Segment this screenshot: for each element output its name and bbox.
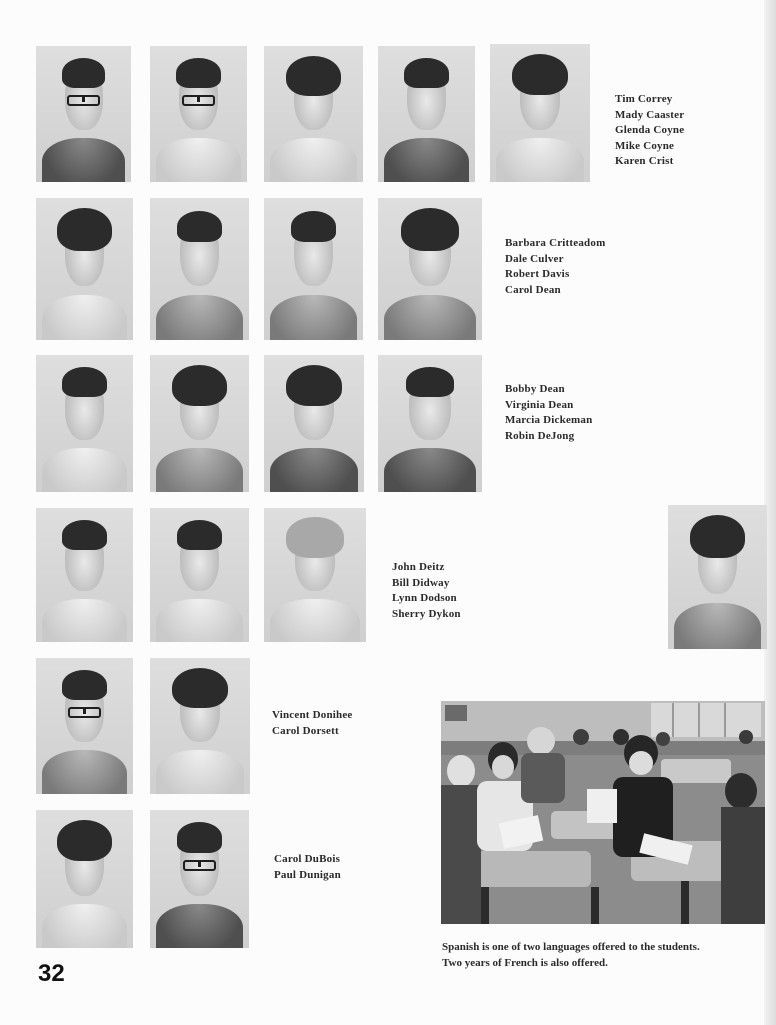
student-name: John Deitz [392, 561, 445, 573]
portrait-carol-dorsett [150, 658, 250, 794]
portrait-barbara-critteadom [36, 198, 133, 340]
portrait-virginia-dean [150, 355, 249, 492]
portrait-karen-crist [490, 44, 590, 182]
portrait-bill-didway [150, 508, 249, 642]
student-name: Mady Caaster [615, 108, 685, 121]
portrait-dale-culver [150, 198, 249, 340]
student-name: Tim Correy [615, 93, 673, 105]
student-name: Robin DeJong [505, 429, 575, 442]
student-name: Carol DuBois [274, 853, 341, 865]
name-list-row-5 [272, 708, 353, 739]
portrait-bobby-dean [36, 355, 133, 492]
portrait-carol-dean [378, 198, 482, 340]
student-name: Carol Dorsett [272, 724, 339, 737]
portrait-vincent-donihee [36, 658, 133, 794]
photo-caption [442, 939, 772, 971]
portrait-lynn-dodson [264, 508, 366, 642]
portrait-john-deitz [36, 508, 133, 642]
portrait-sherry-dykon [668, 505, 767, 649]
student-name: Bill Didway [392, 576, 450, 589]
student-name: Bobby Dean [505, 383, 565, 395]
name-list-row-1 [615, 92, 684, 170]
student-name: Marcia Dickeman [505, 414, 593, 426]
portrait-glenda-coyne [264, 46, 363, 182]
caption-line-1: Spanish is one of two languages offered to the students. [442, 941, 700, 953]
portrait-mady-caaster [150, 46, 247, 182]
name-list-row-2 [505, 236, 605, 298]
student-name: Vincent Donihee [272, 709, 353, 721]
student-name: Robert Davis [505, 268, 570, 280]
portrait-tim-correy [36, 46, 131, 182]
student-name: Karen Crist [615, 155, 674, 167]
portrait-carol-dubois [36, 810, 133, 948]
portrait-paul-dunigan [150, 810, 249, 948]
page-number: 32 [38, 960, 65, 987]
caption-line-2: Two years of French is also offered. [442, 957, 608, 969]
name-list-row-6 [274, 852, 341, 883]
portrait-robert-davis [264, 198, 363, 340]
student-name: Mike Coyne [615, 139, 675, 152]
student-name: Virginia Dean [505, 398, 574, 411]
student-name: Glenda Coyne [615, 124, 685, 136]
name-list-row-4 [392, 560, 461, 622]
portrait-mike-coyne [378, 46, 475, 182]
student-name: Sherry Dykon [392, 607, 461, 620]
classroom-photo [441, 701, 765, 924]
student-name: Dale Culver [505, 252, 564, 265]
portrait-marcia-dickeman [264, 355, 364, 492]
student-name: Barbara Critteadom [505, 237, 606, 249]
student-name: Paul Dunigan [274, 868, 341, 881]
student-name: Carol Dean [505, 283, 561, 296]
portrait-robin-dejong [378, 355, 482, 492]
name-list-row-3 [505, 382, 592, 444]
student-name: Lynn Dodson [392, 592, 457, 604]
